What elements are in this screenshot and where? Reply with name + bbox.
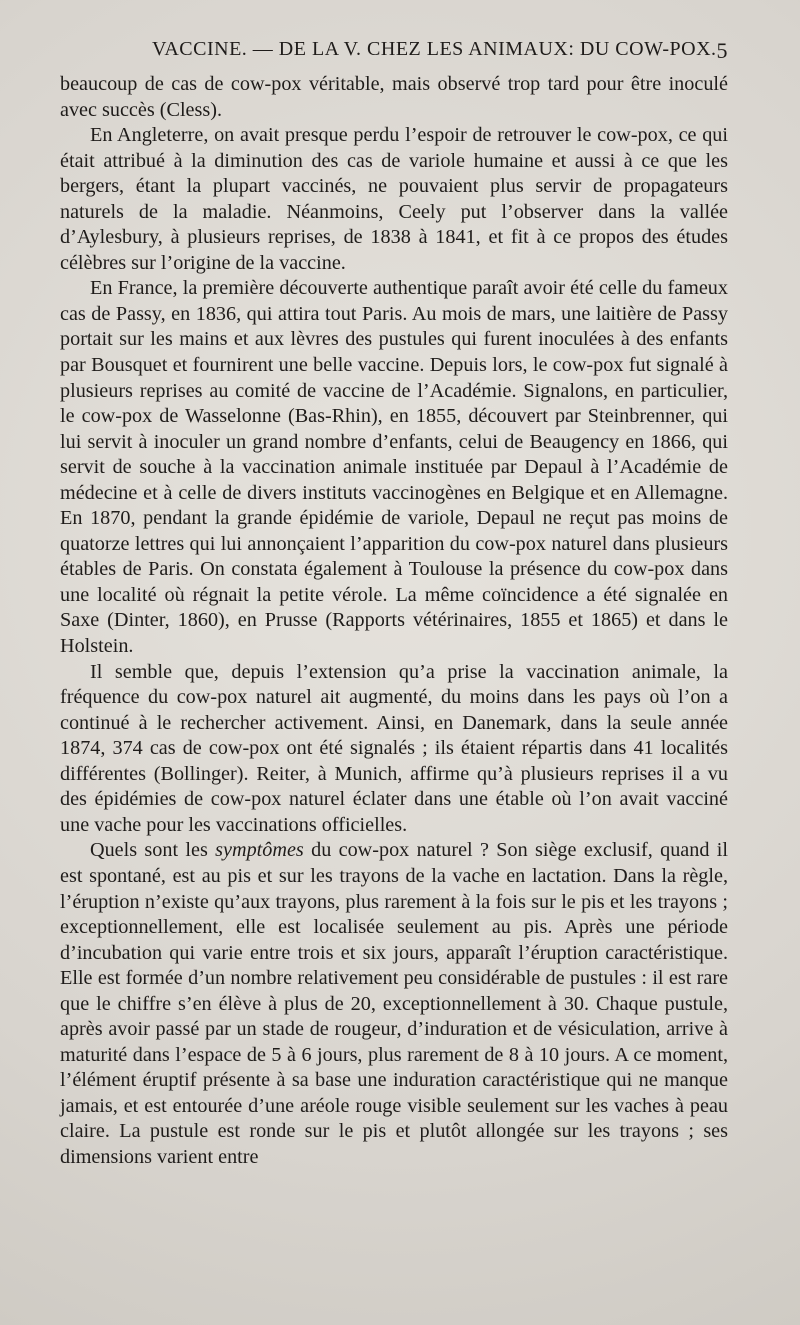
running-head-title: VACCINE. — DE LA V. CHEZ LES ANIMAUX: DU COW-POX.: [152, 38, 717, 60]
paragraph-france: En France, la première découverte authentique paraît avoir été celle du fameux cas de Passy, en 1836, qui attira tout Paris. Au mois de mars, une laitière de Passy portait sur les mains et aux lèvres des pustules qui furent inoculées à des enfants par Bousquet et fournirent une belle vaccine. Depuis lors, le cow-pox fut signalé à plusieurs reprises au comité de vaccine de l’Académie. Signalons, en particulier, le cow-pox de Wasselonne (Bas-Rhin), en 1855, découvert par Steinbrenner, qui lui servit à inoculer un grand nombre d’enfants, celui de Beaugency en 1866, qui servit de souche à la vaccination animale instituée par Depaul à l’Académie de médecine et à celle de divers instituts vaccinogènes en Belgique et en Allemagne. En 1870, pendant la grande épidémie de variole, Depaul ne reçut pas moins de quatorze lettres qui lui annonçaient l’apparition du cow-pox naturel dans plusieurs étables de Paris. On constata également à Toulouse la présence du cow-pox dans une localité où régnait la petite vérole. La même coïncidence a été signalée en Saxe (Dinter, 1860), en Prusse (Rapports vétérinaires, 1855 et 1865) et dans le Holstein.: [60, 277, 728, 658]
paragraph-animal-vaccination: Il semble que, depuis l’extension qu’a prise la vaccination animale, la fréquence du cow-pox naturel ait augmenté, du moins dans les pays où l’on a continué à le rechercher activement. Ainsi, en Danemark, dans la seule année 1874, 374 cas de cow-pox ont été signalés ; ils étaient répartis dans 41 localités différentes (Bollinger). Reiter, à Munich, affirme qu’à plusieurs reprises il a vu des épidémies de cow-pox naturel éclater dans une étable où l’on avait vacciné une vache pour les vaccinations officielles.: [60, 660, 728, 836]
symptoms-emphasis: symptômes: [215, 839, 304, 862]
body-text: [60, 72, 728, 1171]
paragraph-england: En Angleterre, on avait presque perdu l’espoir de retrouver le cow-pox, ce qui était attribué à la diminution des cas de variole humaine et aussi à ce que les bergers, étant la plupart vaccinés, ne pouvaient plus servir de propagateurs naturels de la maladie. Néanmoins, Ceely put l’observer dans la vallée d’Aylesbury, à plusieurs reprises, de 1838 à 1841, et fit à ce propos des études célèbres sur l’origine de la vaccine.: [60, 124, 728, 274]
paragraph-symptoms: [60, 838, 728, 1170]
paragraph-continuation: beaucoup de cas de cow-pox véritable, mais observé trop tard pour être inoculé avec succès (Cless).: [60, 73, 728, 121]
page-number: 5: [716, 38, 728, 63]
symptoms-text-rest: du cow-pox naturel ? Son siège exclusif, quand il est spontané, est au pis et sur les trayons de la vache en lactation. Dans la règle, l’éruption n’existe qu’aux trayons, plus rarement à la fois sur le pis et les trayons ; exceptionnellement, elle est localisée seulement au pis. Après une période d’incubation qui varie entre trois et six jours, apparaît l’éruption caractéristique. Elle est formée d’un nombre relativement peu considérable de pustules : il est rare que le chiffre s’en élève à plus de 20, exceptionnellement à 30. Chaque pustule, après avoir passé par un stade de rougeur, d’induration et de vésiculation, arrive à maturité dans l’espace de 5 à 6 jours, plus rarement de 8 à 10 jours. A ce moment, l’élément éruptif présente à sa base une induration caractéristique qui ne manque jamais, et est entourée d’une aréole rouge visible seulement sur les vaches à peau claire. La pustule est ronde sur le pis et plutôt allongée sur les trayons ; ses dimensions varient entre: [60, 839, 728, 1168]
running-head: [60, 30, 728, 64]
symptoms-text-start: Quels sont les: [90, 839, 216, 862]
